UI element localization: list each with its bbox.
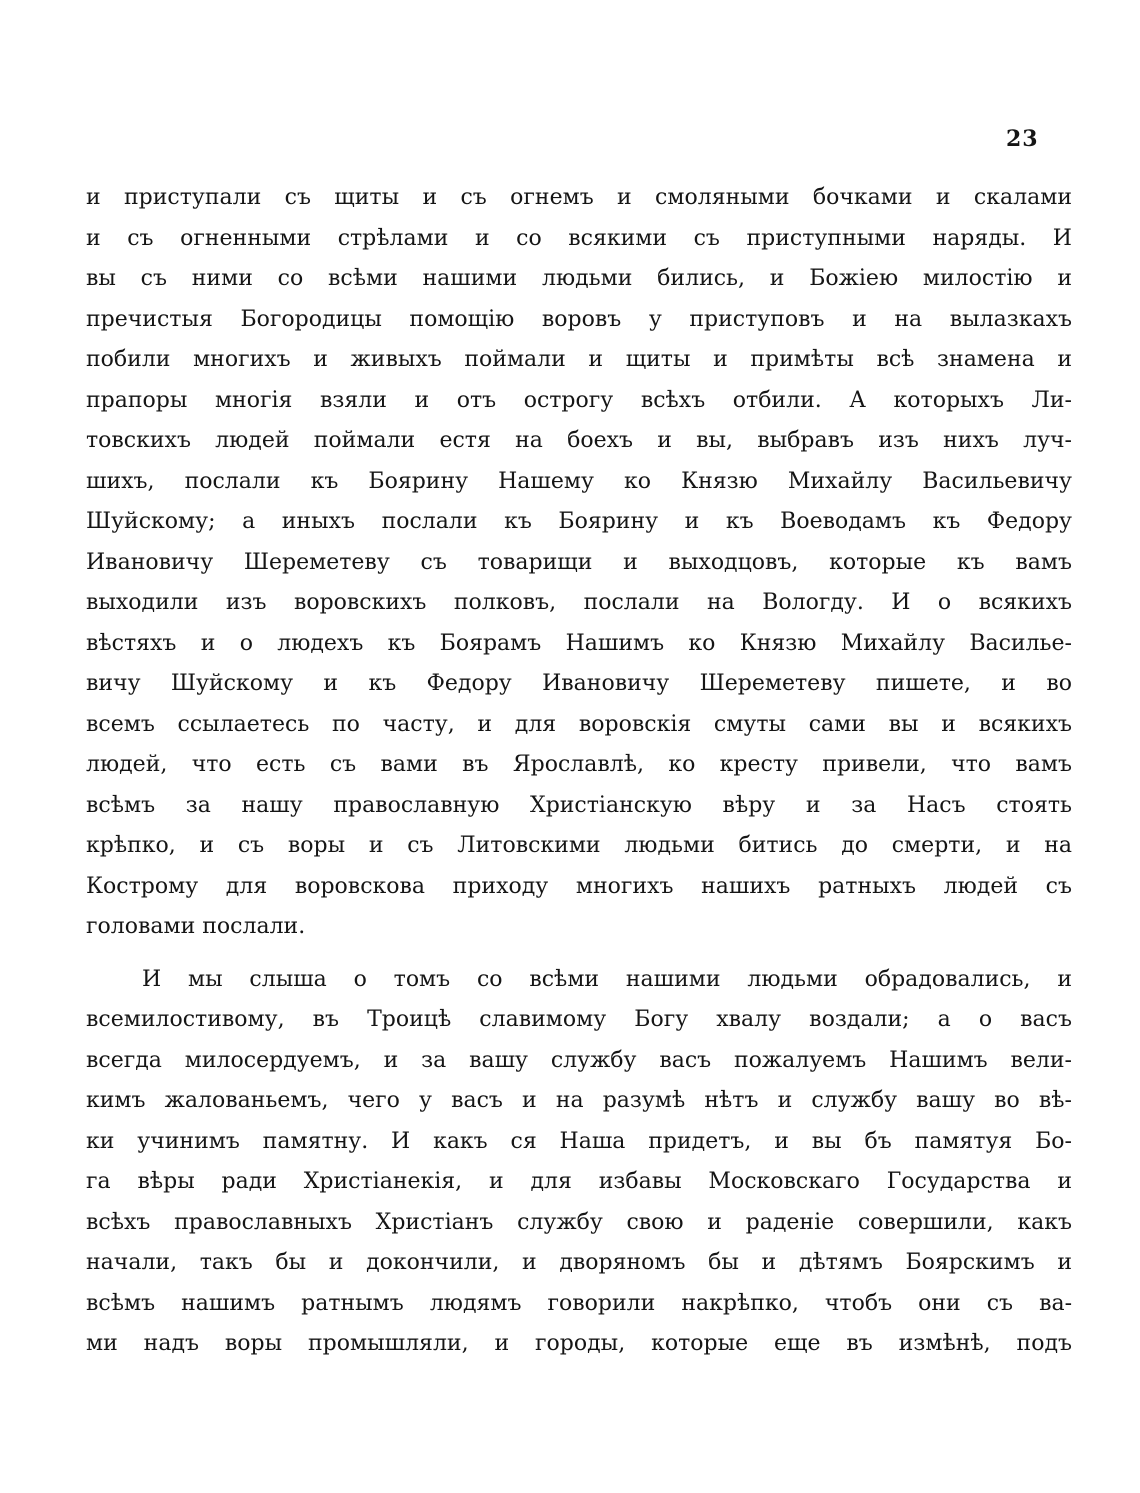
- paragraph-2: [86, 960, 1072, 1365]
- text-line: всѣхъ православныхъ Христіанъ службу свою и раденіе совершили, какъ: [86, 1209, 1072, 1235]
- text-line: шихъ, послали къ Боярину Нашему ко Князю Михайлу Васильевичу: [86, 468, 1072, 494]
- text-line: пречистыя Богородицы помощію воровъ у приступовъ и на вылазкахъ: [86, 306, 1072, 332]
- text-line: га вѣры ради Христіанекія, и для избавы Московскаго Государства и: [86, 1169, 1072, 1194]
- body-text: [86, 178, 1072, 1365]
- text-line: Шуйскому; а иныхъ послали къ Боярину и къ Воеводамъ къ Федору: [86, 509, 1072, 534]
- text-line: И мы слыша о томъ со всѣми нашими людьми обрадовались, и: [142, 966, 1072, 992]
- text-line: Ивановичу Шереметеву съ товарищи и выходцовъ, которые къ вамъ: [86, 549, 1072, 575]
- text-line: крѣпко, и съ воры и съ Литовскими людьми битись до смерти, и на: [86, 833, 1072, 858]
- text-line: начали, такъ бы и докончили, и дворяномъ бы и дѣтямъ Боярскимъ и: [86, 1250, 1072, 1275]
- text-line: головами послали.: [86, 914, 306, 939]
- text-line: ки учинимъ памятну. И какъ ся Наша придетъ, и вы бъ памятуя Бо-: [86, 1128, 1072, 1154]
- text-line: всѣмъ нашимъ ратнымъ людямъ говорили накрѣпко, чтобъ они съ ва-: [86, 1290, 1072, 1316]
- text-line: побили многихъ и живыхъ поймали и щиты и примѣты всѣ знамена и: [86, 347, 1072, 372]
- page-number: 23: [1006, 126, 1039, 152]
- text-line: людей, что есть съ вами въ Ярославлѣ, ко кресту привели, что вамъ: [86, 752, 1072, 777]
- text-line: всемъ ссылаетесь по часту, и для воровскія смуты сами вы и всякихъ: [86, 711, 1072, 737]
- paragraph-gap: [86, 948, 1072, 960]
- paragraph-1: [86, 178, 1072, 948]
- text-line: кимъ жалованьемъ, чего у васъ и на разумѣ нѣтъ и службу вашу во вѣ-: [86, 1088, 1072, 1113]
- text-line: вичу Шуйскому и къ Федору Ивановичу Шереметеву пишете, и во: [86, 671, 1072, 696]
- text-line: выходили изъ воровскихъ полковъ, послали на Вологду. И о всякихъ: [86, 590, 1072, 615]
- text-line: вы съ ними со всѣми нашими людьми бились, и Божіею милостію и: [86, 266, 1072, 291]
- text-line: всемилостивому, въ Троицѣ славимому Богу хвалу воздали; а о васъ: [86, 1007, 1072, 1032]
- text-line: всѣмъ за нашу православную Христіанскую вѣру и за Насъ стоять: [86, 792, 1072, 818]
- text-line: и приступали съ щиты и съ огнемъ и смоляными бочками и скалами: [86, 185, 1072, 210]
- text-line: товскихъ людей поймали естя на боехъ и вы, выбравъ изъ нихъ луч-: [86, 428, 1072, 453]
- text-line: ми надъ воры промышляли, и городы, которые еще въ измѣнѣ, подъ: [86, 1331, 1072, 1356]
- text-line: Кострому для воровскова приходу многихъ нашихъ ратныхъ людей съ: [86, 873, 1072, 899]
- text-line: прапоры многія взяли и отъ острогу всѣхъ отбили. А которыхъ Ли-: [86, 387, 1072, 413]
- text-line: всегда милосердуемъ, и за вашу службу васъ пожалуемъ Нашимъ вели-: [86, 1047, 1072, 1073]
- text-line: и съ огненными стрѣлами и со всякими съ приступными наряды. И: [86, 225, 1072, 251]
- text-line: вѣстяхъ и о людехъ къ Боярамъ Нашимъ ко Князю Михайлу Василье-: [86, 630, 1072, 656]
